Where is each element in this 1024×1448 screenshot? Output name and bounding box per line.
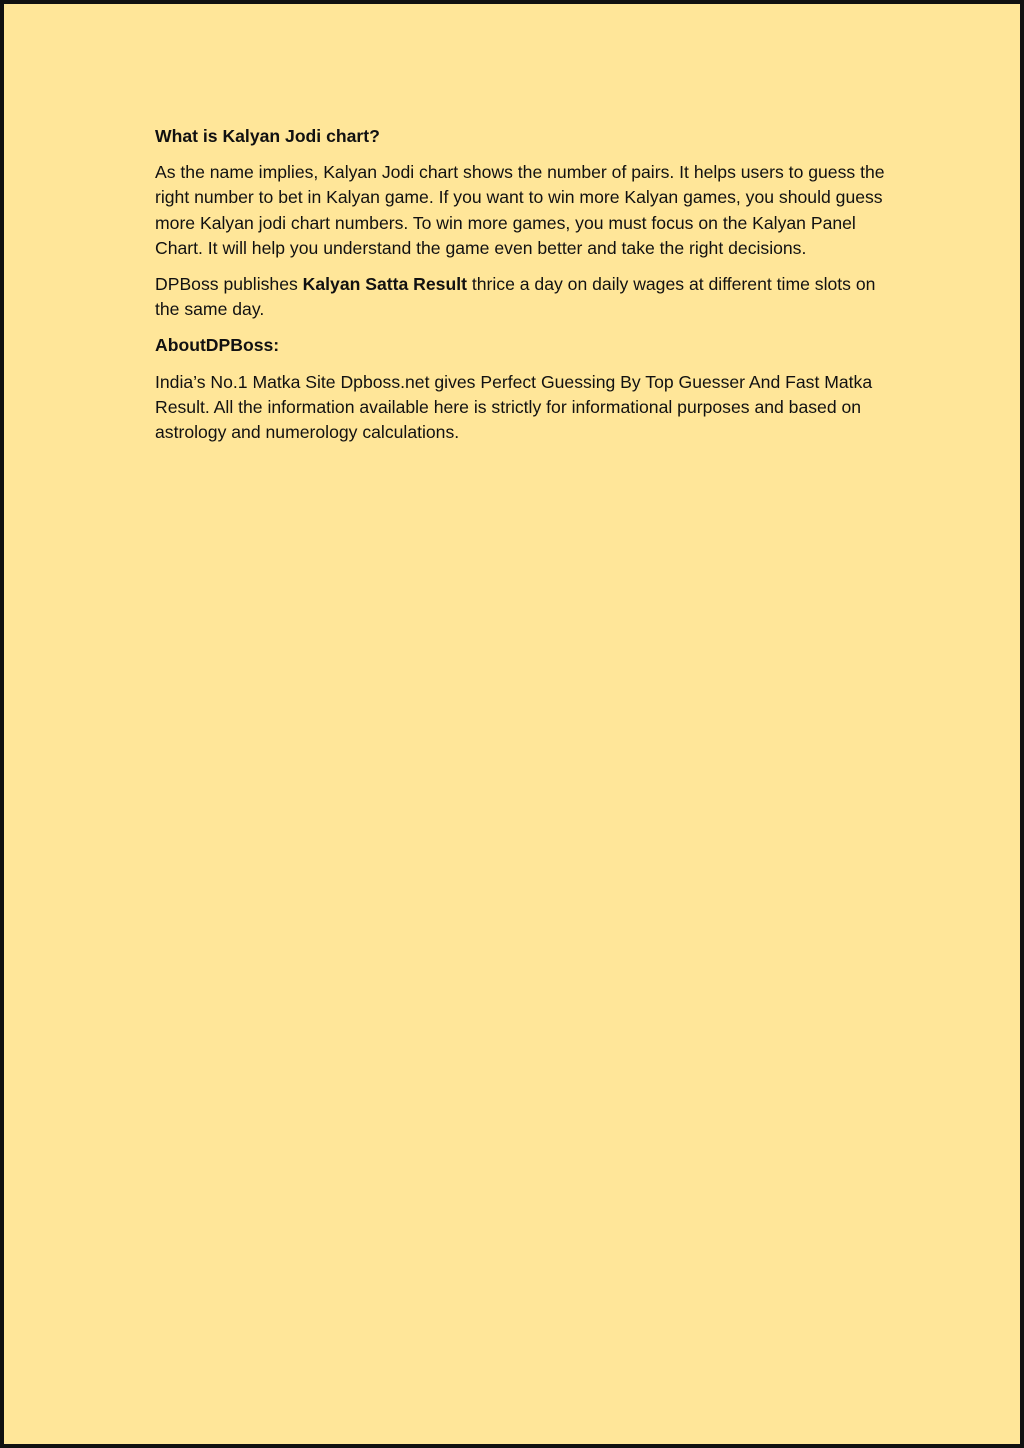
kalyan-jodi-paragraph: As the name implies, Kalyan Jodi chart shows the number of pairs. It helps users to guess the right number to bet in Kalyan game. If you want to win more Kalyan games, you should guess more Kalyan jodi chart numbers. To win more games, you must focus on the Kalyan Panel Chart. It will help you understand the game even better and take the right decisions. <box>155 162 885 258</box>
kalyan-jodi-heading: What is Kalyan Jodi chart? <box>155 126 380 146</box>
publishes-text-after: thrice a day on daily wages at different time slots on the same day. <box>155 274 876 320</box>
kalyan-satta-result-bold: Kalyan Satta Result <box>302 274 467 295</box>
publishes-text-before: DPBoss publishes <box>155 274 303 295</box>
about-dpboss-heading: AboutDPBoss: <box>155 335 280 356</box>
document-body <box>155 124 895 456</box>
dpboss-publishes-paragraph <box>155 272 895 322</box>
about-dpboss-paragraph: India’s No.1 Matka Site Dpboss.net gives Perfect Guessing By Top Guesser And Fast Matka Result. All the information available here is strictly for informational purposes and based on astrology and numerology calculations. <box>155 371 873 443</box>
